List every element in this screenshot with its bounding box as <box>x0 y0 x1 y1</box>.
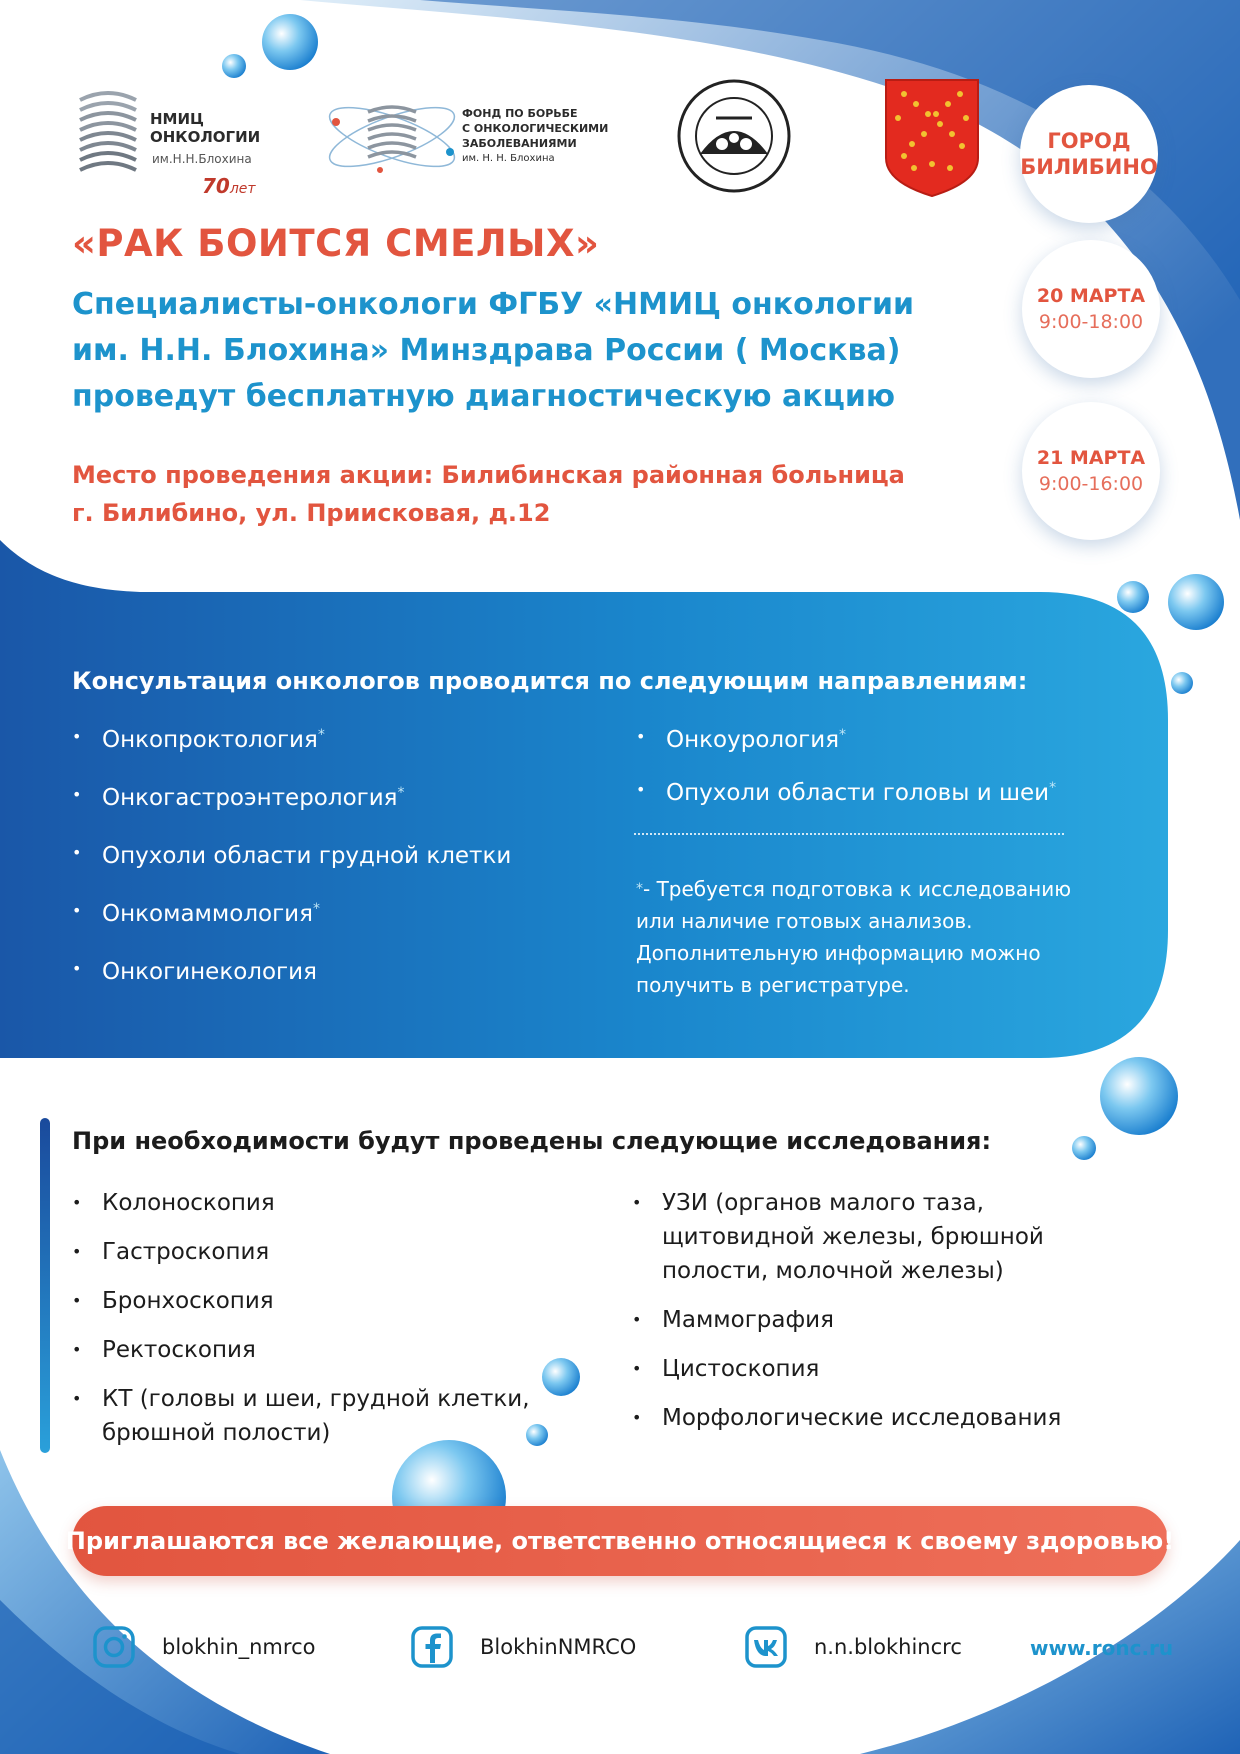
subtitle <box>72 282 1032 420</box>
nmic-sub: им.Н.Н.Блохина <box>152 152 252 166</box>
nmic-anniversary <box>202 174 256 198</box>
vk-handle: n.n.blokhincrc <box>814 1635 962 1659</box>
social-development-fund-seal-icon <box>676 78 792 194</box>
day1-date: 20 МАРТА <box>1036 285 1146 307</box>
day1-badge <box>1022 240 1160 378</box>
asterisk-mark: * <box>839 727 847 743</box>
fund-logo <box>322 92 622 182</box>
list-item-text: • Бронхоскопия <box>102 1288 274 1314</box>
list-item <box>636 780 1066 833</box>
note-line: или наличие готовых анализов. <box>636 909 973 933</box>
list-item <box>72 1284 552 1318</box>
list-item-text: • КТ (головы и шеи, грудной клетки, <box>102 1386 530 1412</box>
note-line: Дополнительную информацию можно <box>636 941 1041 965</box>
nmic-line2: ОНКОЛОГИИ <box>150 128 261 146</box>
list-item <box>72 1235 552 1269</box>
instagram-icon <box>92 1625 136 1669</box>
note-line: получить в регистратуре. <box>636 973 910 997</box>
note-line: - Требуется подготовка к исследованию <box>643 877 1072 901</box>
research-heading: При необходимости будут проведены следующие исследования: <box>72 1127 992 1155</box>
invitation-banner: Приглашаются все желающие, ответственно относящиеся к своему здоровью! <box>72 1506 1168 1576</box>
social-fund-logo <box>676 78 792 194</box>
list-item-text: • Маммография <box>662 1307 834 1333</box>
list-item-text: Опухоли области грудной клетки <box>102 843 512 869</box>
list-item <box>72 1382 552 1450</box>
day2-time: 9:00-16:00 <box>1038 473 1144 495</box>
list-item-text: Онкоурология <box>666 727 840 753</box>
fund-line3: ЗАБОЛЕВАНИЯМИ <box>462 137 577 150</box>
page-title: «РАК БОИТСЯ СМЕЛЫХ» <box>72 222 600 265</box>
list-item-text: щитовидной железы, брюшной <box>662 1224 1044 1250</box>
place-line: г. Билибино, ул. Приисковая, д.12 <box>72 499 551 527</box>
list-item-text: • Гастроскопия <box>102 1239 270 1265</box>
list-item-text: Онкогастроэнтерология <box>102 785 398 811</box>
coat-of-arms-icon <box>884 78 980 198</box>
event-place <box>72 456 1012 532</box>
website-link[interactable]: www.ronc.ru <box>1030 1636 1174 1660</box>
nmic-emblem-icon <box>70 80 146 180</box>
nmic-years-word: лет <box>229 181 256 197</box>
list-item <box>72 727 592 785</box>
consultation-heading: Консультация онкологов проводится по следующим направлениям: <box>72 667 1028 695</box>
asterisk-mark: * <box>312 901 320 917</box>
vk-icon <box>744 1625 788 1669</box>
fund-line2: С ОНКОЛОГИЧЕСКИМИ <box>462 122 609 135</box>
city-line2: БИЛИБИНО <box>1020 155 1158 179</box>
section-accent-bar <box>40 1118 50 1453</box>
city-badge <box>1020 85 1158 223</box>
facebook-link[interactable] <box>410 1622 636 1672</box>
asterisk-mark: * <box>317 727 325 743</box>
vk-link[interactable] <box>744 1622 962 1672</box>
place-line: Место проведения акции: Билибинская районная больница <box>72 461 905 489</box>
list-item <box>632 1401 1072 1435</box>
list-item-text: Онкомаммология <box>102 901 313 927</box>
research-list-left <box>72 1186 552 1465</box>
list-item-text: • Ректоскопия <box>102 1337 256 1363</box>
list-item <box>72 959 592 1017</box>
list-item <box>72 901 592 959</box>
fund-emblem-icon <box>322 92 462 182</box>
fund-line1: ФОНД ПО БОРЬБЕ <box>462 107 578 120</box>
list-item-text: брюшной полости) <box>102 1420 331 1446</box>
subtitle-line: им. Н.Н. Блохина» Минздрава России ( Москва) <box>72 333 901 368</box>
list-item <box>72 843 592 901</box>
list-item <box>632 1186 1072 1288</box>
instagram-link[interactable] <box>92 1622 315 1672</box>
city-line1: ГОРОД <box>1047 129 1131 153</box>
list-item <box>72 1333 552 1367</box>
subtitle-line: проведут бесплатную диагностическую акцию <box>72 379 896 414</box>
research-list-right <box>632 1186 1072 1450</box>
list-item-text: Опухоли области головы и шеи <box>666 780 1050 806</box>
nmic-logo <box>70 80 270 200</box>
asterisk-mark: * <box>636 881 643 897</box>
preparation-note <box>636 873 1086 1001</box>
fund-sub: им. Н. Н. Блохина <box>462 153 555 164</box>
facebook-handle: BlokhinNMRCO <box>480 1635 637 1659</box>
list-item <box>632 1352 1072 1386</box>
list-item-text: Онкопроктология <box>102 727 318 753</box>
asterisk-mark: * <box>1049 780 1057 796</box>
list-item-text: Онкогинекология <box>102 959 317 985</box>
list-item-text: • Морфологические исследования <box>662 1405 1062 1431</box>
subtitle-line: Специалисты-онкологи ФГБУ «НМИЦ онкологии <box>72 287 915 322</box>
list-item <box>72 1186 552 1220</box>
list-item-text: • Цистоскопия <box>662 1356 820 1382</box>
list-item <box>632 1303 1072 1337</box>
day2-badge <box>1022 402 1160 540</box>
instagram-handle: blokhin_nmrco <box>162 1635 316 1659</box>
list-item-text: полости, молочной железы) <box>662 1258 1004 1284</box>
nmic-years: 70 <box>202 174 230 198</box>
facebook-icon <box>410 1625 454 1669</box>
dotted-divider <box>634 833 1064 835</box>
coat-of-arms-logo <box>884 78 980 198</box>
nmic-line1: НМИЦ <box>150 110 204 128</box>
consultation-list-right <box>636 727 1066 833</box>
list-item-text: • Колоноскопия <box>102 1190 275 1216</box>
consultation-list-left <box>72 727 592 1017</box>
asterisk-mark: * <box>397 785 405 801</box>
list-item-text: • УЗИ (органов малого таза, <box>662 1190 984 1216</box>
day1-time: 9:00-18:00 <box>1038 311 1144 333</box>
day2-date: 21 МАРТА <box>1036 447 1146 469</box>
list-item <box>72 785 592 843</box>
list-item <box>636 727 1066 780</box>
